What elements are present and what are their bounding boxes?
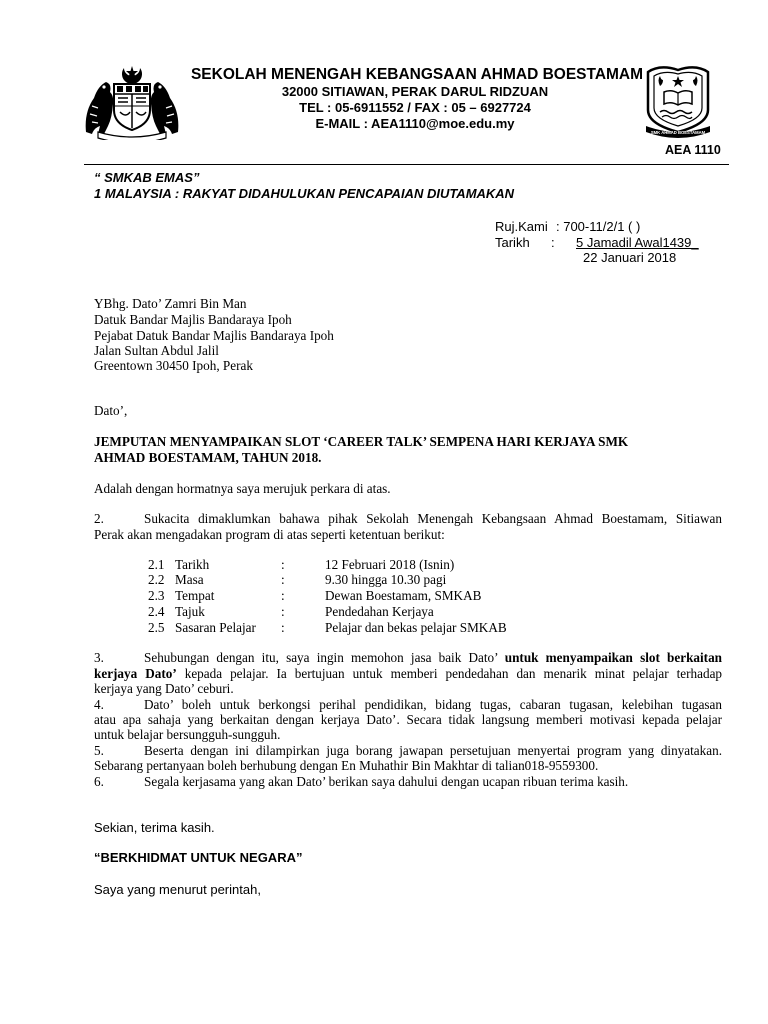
paragraph-text: Beserta dengan ini dilampirkan juga borang jawapan persetujuan menyertai program yang dinyatakan. (144, 743, 722, 758)
school-phone-fax: TEL : 05-6911552 / FAX : 05 – 6927724 (299, 100, 531, 115)
malaysia-coat-of-arms-logo (80, 62, 184, 140)
detail-colon: : (281, 588, 285, 603)
detail-colon: : (281, 557, 285, 572)
detail-label: Tempat (175, 588, 215, 603)
closing-motto: “BERKHIDMAT UNTUK NEGARA” (94, 850, 303, 865)
school-code: AEA 1110 (665, 143, 721, 157)
recipient-line: Datuk Bandar Majlis Bandaraya Ipoh (94, 312, 292, 327)
recipient-line: Jalan Sultan Abdul Jalil (94, 343, 219, 358)
paragraph-text: Dato’ boleh untuk berkongsi perihal pendidikan, bidang tugas, cabaran tugasan, kelebihan tugasan (144, 697, 722, 712)
paragraph-2-line (94, 511, 722, 527)
subject-line: AHMAD BOESTAMAM, TAHUN 2018. (94, 450, 322, 465)
ref-label: Ruj.Kami (495, 219, 548, 234)
salutation: Dato’, (94, 403, 128, 418)
paragraph-4-line: untuk belajar bersungguh-sungguh. (94, 727, 281, 742)
paragraph-number: 6. (94, 774, 104, 789)
detail-label: Sasaran Pelajar (175, 620, 256, 635)
school-email: E-MAIL : AEA1110@moe.edu.my (315, 116, 515, 131)
paragraph-2-line: Perak akan mengadakan program di atas seperti ketentuan berikut: (94, 527, 445, 542)
ref-value: : 700-11/2/1 ( ) (556, 219, 641, 234)
motto-slogan: 1 MALAYSIA : RAKYAT DIDAHULUKAN PENCAPAIAN DIUTAMAKAN (94, 186, 515, 201)
school-crest-logo (640, 62, 716, 140)
paragraph-4-line (94, 712, 722, 728)
detail-value: 12 Februari 2018 (Isnin) (325, 557, 455, 572)
detail-value: 9.30 hingga 10.30 pagi (325, 572, 447, 587)
recipient-line: Pejabat Datuk Bandar Majlis Bandaraya Ipoh (94, 328, 334, 343)
paragraph-5-line: Sebarang pertanyaan boleh berhubung dengan En Muhathir Bin Makhtar di talian018-9559300. (94, 758, 599, 773)
paragraph-3-line (94, 666, 722, 682)
recipient-line: YBhg. Dato’ Zamri Bin Man (94, 296, 247, 311)
paragraph-3-line: kerjaya yang Dato’ ceburi. (94, 681, 234, 696)
closing-signoff: Saya yang menurut perintah, (94, 882, 261, 897)
detail-num: 2.1 (148, 557, 165, 572)
recipient-line: Greentown 30450 Ipoh, Perak (94, 358, 253, 373)
detail-value: Pendedahan Kerjaya (325, 604, 434, 619)
detail-colon: : (281, 604, 285, 619)
detail-label: Tajuk (175, 604, 205, 619)
school-address: 32000 SITIAWAN, PERAK DARUL RIDZUAN (281, 84, 549, 99)
paragraph-6-line (94, 774, 628, 790)
paragraph-number: 2. (94, 511, 104, 526)
detail-num: 2.2 (148, 572, 165, 587)
detail-value: Pelajar dan bekas pelajar SMKAB (325, 620, 507, 635)
motto-tagline: “ SMKAB EMAS” (94, 170, 200, 185)
detail-colon: : (281, 572, 285, 587)
paragraph-5-line (94, 743, 722, 759)
detail-value: Dewan Boestamam, SMKAB (325, 588, 482, 603)
detail-num: 2.4 (148, 604, 165, 619)
paragraph-number: 4. (94, 697, 104, 712)
paragraph-text: atau apa sahaja yang berkaitan dengan kerjaya Dato’. Secara tidak langsung memberi motivasi kepada pelajar (94, 712, 722, 727)
detail-label: Tarikh (175, 557, 210, 572)
paragraph-number: 3. (94, 650, 104, 665)
paragraph-text-bold: untuk menyampaikan slot berkaitan (504, 650, 722, 665)
paragraph-text: Sukacita dimaklumkan bahawa pihak Sekolah Menengah Kebangsaan Ahmad Boestamam, Sitiawan (144, 511, 722, 526)
paragraph-4-line (94, 697, 722, 713)
date-colon: : (551, 235, 555, 250)
detail-colon: : (281, 620, 285, 635)
paragraph-text-bold: kerjaya Dato’ (94, 666, 177, 681)
header-divider (84, 164, 729, 165)
paragraph-text: kepada pelajar. Ia bertujuan untuk memberi pendedahan dan menarik minat pelajar terhadap (184, 666, 723, 681)
date-hijri: 5 Jamadil Awal1439_ (576, 235, 699, 250)
opening-sentence: Adalah dengan hormatnya saya merujuk perkara di atas. (94, 481, 391, 496)
detail-label: Masa (175, 572, 204, 587)
paragraph-text: Sehubungan dengan itu, saya ingin memohon jasa baik Dato’ (144, 650, 498, 665)
paragraph-text: Segala kerjasama yang akan Dato’ berikan saya dahului dengan ucapan ribuan terima kasih. (144, 774, 629, 789)
date-label: Tarikh (495, 235, 530, 250)
detail-num: 2.3 (148, 588, 165, 603)
subject-line: JEMPUTAN MENYAMPAIKAN SLOT ‘CAREER TALK’ SEMPENA HARI KERJAYA SMK (94, 434, 629, 449)
closing-thanks: Sekian, terima kasih. (94, 820, 215, 835)
detail-num: 2.5 (148, 620, 165, 635)
crest-ribbon-text: SMK AHMAD BOESTAMAM (650, 130, 706, 135)
school-name: SEKOLAH MENENGAH KEBANGSAAN AHMAD BOESTAMAM (190, 66, 644, 83)
paragraph-3-line (94, 650, 722, 666)
paragraph-number: 5. (94, 743, 104, 758)
date-gregorian: 22 Januari 2018 (583, 250, 677, 265)
